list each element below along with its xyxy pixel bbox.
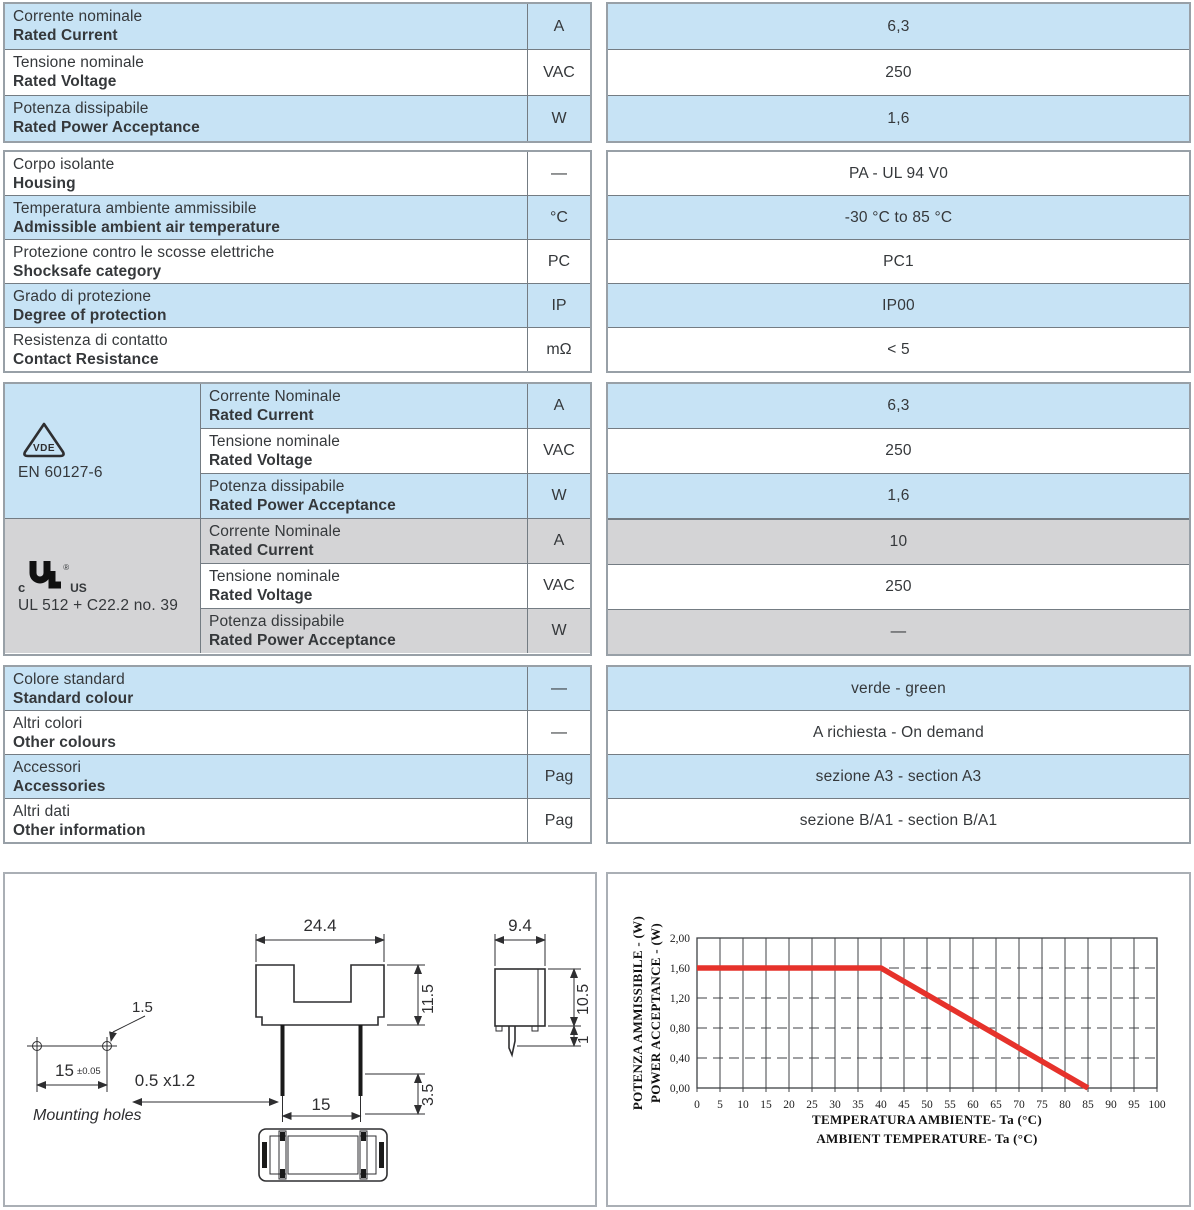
value-cell: sezione B/A1 - section B/A1 [608,798,1189,842]
table-row [5,49,590,95]
unit-cell: — [527,711,590,754]
unit-cell: VAC [527,429,590,473]
svg-text:75: 75 [1036,1099,1048,1111]
svg-text:0,80: 0,80 [669,1023,690,1035]
unit-cell: VAC [527,50,590,95]
vde-logo-icon [18,420,70,460]
unit-cell: Pag [527,799,590,842]
value-cell: 250 [608,564,1189,609]
svg-text:90: 90 [1105,1099,1117,1111]
unit-cell: IP [527,284,590,327]
svg-text:1,20: 1,20 [669,993,690,1005]
label-en: Rated Current [13,27,118,44]
label-it: Tensione nominale [209,433,340,450]
svg-text:POWER ACCEPTANCE - (W): POWER ACCEPTANCE - (W) [648,922,663,1104]
label-en: Accessories [13,778,106,795]
label-it: Corrente Nominale [209,523,341,540]
unit-cell: — [527,667,590,710]
table-row [5,667,590,710]
label-en: Housing [13,175,76,192]
table-row [5,239,590,283]
ratings-values [606,2,1191,143]
label-it: Tensione nominale [13,54,144,71]
svg-text:5: 5 [717,1099,723,1111]
dim-body-height: 11.5 [420,984,437,1014]
table-row [201,384,590,428]
svg-text:60: 60 [967,1099,979,1111]
label-it: Corrente nominale [13,8,143,25]
dimension-drawing-panel [3,872,597,1207]
label-it: Grado di protezione [13,288,152,305]
label-it: Tensione nominale [209,568,340,585]
vde-block [5,384,590,518]
spec-table-other [3,665,1194,844]
table-row [5,152,590,195]
label-en: Rated Voltage [209,587,313,604]
value-cell: 10 [608,518,1189,564]
svg-text:POTENZA AMMISSIBILE - (W): POTENZA AMMISSIBILE - (W) [630,915,645,1111]
ratings-labels [3,2,592,143]
table-row [5,710,590,754]
unit-cell: — [527,152,590,195]
value-cell: 6,3 [608,4,1189,49]
svg-text:25: 25 [806,1099,818,1111]
label-en: Shocksafe category [13,263,162,280]
svg-text:20: 20 [783,1099,795,1111]
ul-mark-c: c [18,580,26,595]
left-pin [281,1025,285,1096]
label-en: Rated Current [209,542,314,559]
table-row [5,4,590,49]
datasheet-page [0,2,1194,1202]
table-row [5,95,590,141]
svg-text:70: 70 [1013,1099,1025,1111]
svg-text:2,00: 2,00 [669,933,690,945]
svg-text:30: 30 [829,1099,841,1111]
dim-side-width: 9.4 [508,916,532,935]
label-it: Potenza dissipabile [209,613,345,630]
value-cell: 1,6 [608,95,1189,141]
label-en: Rated Power Acceptance [209,497,396,514]
unit-cell: A [527,519,590,563]
label-en: Standard colour [13,690,134,707]
mounting-holes-caption: Mounting holes [33,1107,142,1124]
value-cell: PC1 [608,239,1189,283]
table-row [201,563,590,608]
spec-table-certifications [3,382,1194,656]
svg-text:TEMPERATURA AMBIENTE- Ta (°C): TEMPERATURA AMBIENTE- Ta (°C) [812,1112,1042,1127]
label-en: Rated Power Acceptance [13,119,200,136]
unit-cell: Pag [527,755,590,798]
unit-cell: VAC [527,564,590,608]
unit-cell: W [527,609,590,653]
svg-text:40: 40 [875,1099,887,1111]
value-cell: 250 [608,49,1189,95]
unit-cell: A [527,4,590,49]
value-cell: sezione A3 - section A3 [608,754,1189,798]
table-row [201,473,590,518]
ul-logo-icon [18,557,200,593]
cert-labels [3,382,592,656]
dim-hole-pitch-tol: ±0.05 [77,1066,101,1077]
value-cell: 250 [608,428,1189,473]
spec-table-general [3,150,1194,373]
label-en: Other information [13,822,146,839]
general-values [606,150,1191,373]
unit-cell: mΩ [527,328,590,371]
label-en: Other colours [13,734,116,751]
svg-text:1,60: 1,60 [669,963,690,975]
svg-text:15: 15 [760,1099,772,1111]
vde-logo-text: VDE [32,443,56,454]
label-it: Colore standard [13,671,125,688]
value-cell: A richiesta - On demand [608,710,1189,754]
label-it: Corpo isolante [13,156,115,173]
dim-pin-tip: 1 [575,1035,592,1044]
vde-standard: EN 60127-6 [18,464,103,481]
mounting-holes-view [27,999,153,1124]
registered-mark: ® [63,563,70,572]
svg-text:65: 65 [990,1099,1002,1111]
label-en: Admissible ambient air temperature [13,219,280,236]
derating-chart-panel [606,872,1191,1207]
label-en: Degree of protection [13,307,167,324]
spec-table-ratings [3,2,1194,143]
label-en: Rated Current [209,407,314,424]
table-row [201,608,590,653]
label-it: Protezione contro le scosse elettriche [13,244,275,261]
svg-text:0,40: 0,40 [669,1053,690,1065]
table-row [201,519,590,563]
svg-text:45: 45 [898,1099,910,1111]
right-pin [359,1025,363,1096]
table-row [5,195,590,239]
label-it: Potenza dissipabile [13,100,149,117]
svg-text:0,00: 0,00 [669,1083,690,1095]
svg-text:85: 85 [1082,1099,1094,1111]
dim-pin-section: 0.5 x1.2 [134,1071,196,1090]
derating-chart [608,874,1189,1205]
label-en: Rated Power Acceptance [209,632,396,649]
table-row [5,798,590,842]
unit-cell: PC [527,240,590,283]
table-row [5,327,590,371]
dim-hole-pitch: 15 [55,1061,74,1080]
unit-cell: W [527,96,590,141]
svg-text:50: 50 [921,1099,933,1111]
value-cell: 1,6 [608,473,1189,518]
dim-pin-pitch: 15 [311,1095,331,1114]
cert-values [606,382,1191,656]
side-view [495,916,592,1055]
general-labels [3,150,592,373]
table-row [201,428,590,473]
svg-text:95: 95 [1128,1099,1140,1111]
value-cell: IP00 [608,283,1189,327]
svg-text:55: 55 [944,1099,956,1111]
front-view [133,916,437,1122]
label-it: Potenza dissipabile [209,478,345,495]
label-en: Rated Voltage [13,73,117,90]
label-it: Altri colori [13,715,83,732]
ul-logo-glyph-icon [25,557,63,593]
svg-text:35: 35 [852,1099,864,1111]
label-it: Resistenza di contatto [13,332,168,349]
svg-text:10: 10 [737,1099,749,1111]
label-en: Contact Resistance [13,351,159,368]
unit-cell: A [527,384,590,428]
other-labels [3,665,592,844]
other-values [606,665,1191,844]
value-cell: verde - green [608,667,1189,710]
value-cell: — [608,609,1189,654]
label-it: Altri dati [13,803,70,820]
dim-side-height: 10.5 [575,983,592,1015]
label-it: Accessori [13,759,82,776]
unit-cell: °C [527,196,590,239]
label-it: Temperatura ambiente ammissibile [13,200,257,217]
ul-block [5,518,590,653]
value-cell: -30 °C to 85 °C [608,195,1189,239]
value-cell: 6,3 [608,384,1189,428]
value-cell: < 5 [608,327,1189,371]
dim-pin-shoulder: 3.5 [420,1083,437,1106]
dim-hole-diameter: 1.5 [132,999,153,1016]
dimension-drawing [5,874,595,1205]
ul-mark-us: US [70,581,87,595]
bottom-panels [3,872,1194,1207]
unit-cell: W [527,474,590,518]
svg-text:80: 80 [1059,1099,1071,1111]
ul-cert-cell [5,519,201,653]
svg-text:0: 0 [694,1099,700,1111]
label-it: Corrente Nominale [209,388,341,405]
table-row [5,754,590,798]
vde-cert-cell [5,384,201,518]
label-en: Rated Voltage [209,452,313,469]
dim-body-width: 24.4 [303,916,337,935]
value-cell: PA - UL 94 V0 [608,152,1189,195]
svg-text:100: 100 [1148,1099,1166,1111]
table-row [5,283,590,327]
svg-text:AMBIENT TEMPERATURE- Ta (°C): AMBIENT TEMPERATURE- Ta (°C) [816,1131,1038,1146]
bottom-view [259,1129,387,1181]
ul-standard: UL 512 + C22.2 no. 39 [18,597,179,614]
